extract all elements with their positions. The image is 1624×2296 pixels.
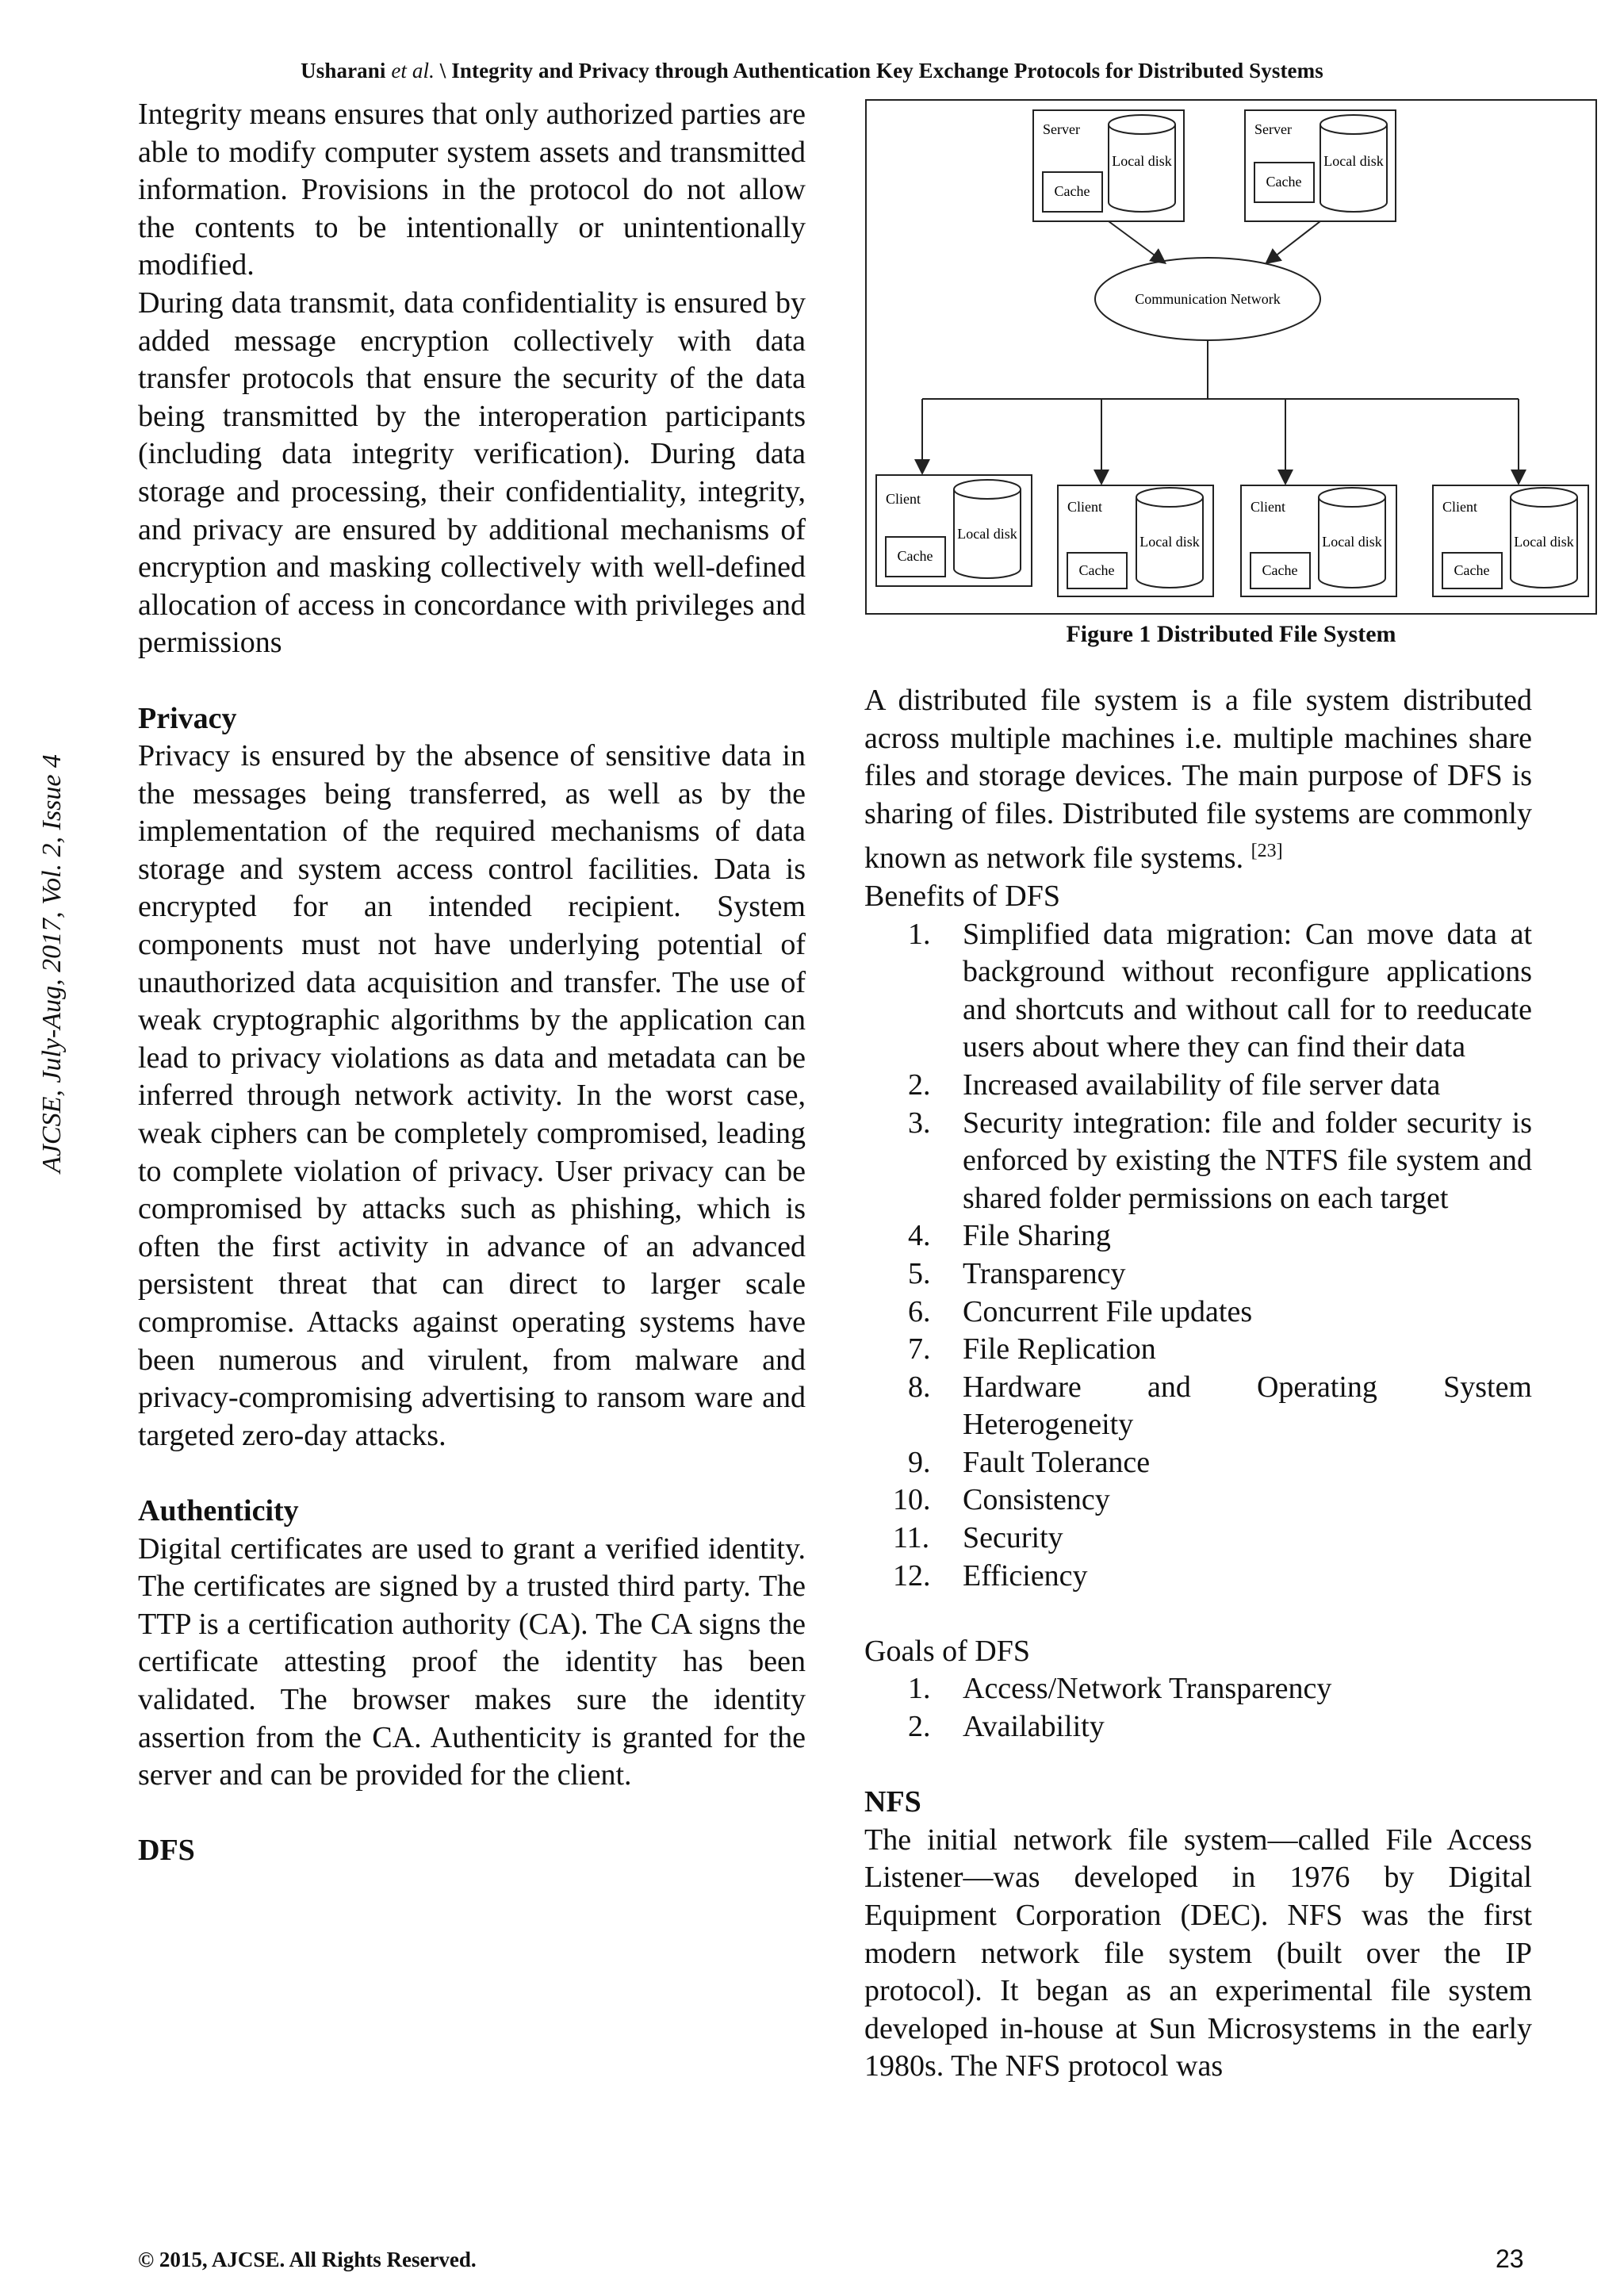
goals-list [864, 1670, 1532, 1746]
server-label: Server [1254, 121, 1292, 137]
local-disk-label: Local disk [1514, 534, 1574, 550]
list-item: 1. Simplified data migration: Can move data at background without reconfigure applications and shortcuts and without call for to reeducate users about where they can find their data [908, 917, 1532, 1064]
client-label: Client [886, 491, 921, 507]
heading-authenticity: Authenticity [138, 1493, 299, 1527]
goals-title: Goals of DFS [864, 1634, 1031, 1668]
local-disk-label: Local disk [1322, 534, 1382, 550]
client-label: Client [1442, 499, 1477, 515]
left-column [138, 96, 806, 1870]
local-disk-label: Local disk [1112, 153, 1172, 169]
list-item: 9. Fault Tolerance [908, 1445, 1151, 1479]
client-node-4 [1433, 485, 1588, 596]
running-header [0, 59, 1624, 83]
client-label: Client [1251, 499, 1285, 515]
dfs-definition-text: A distributed file system is a file system distributed across multiple machines i.e. multiple machines share files and storage devices. The main purpose of DFS is sharing of files. Distributed file systems are commonly known as network file systems. [864, 684, 1532, 876]
list-item: 5. Transparency [908, 1256, 1126, 1290]
paragraph-dfs-definition [864, 682, 1532, 878]
server-node-1 [1033, 110, 1184, 221]
list-item: 6. Concurrent File updates [908, 1294, 1253, 1328]
client-label: Client [1067, 499, 1102, 515]
journal-side-label: AJCSE, July-Aug, 2017, Vol. 2, Issue 4 [37, 754, 67, 1173]
communication-network-node [1095, 258, 1320, 340]
local-disk-label: Local disk [957, 526, 1017, 542]
paragraph-privacy: Privacy is ensured by the absence of sensitive data in the messages being transferred, as well as by the implementation of the required mechanisms of data storage and system access control facilities. Data is encrypted for an intended recipient. System components must not have underlying potential of unauthorized data acquisition and transfer. The use of weak cryptographic algorithms by the application can lead to privacy violations as data and metadata can be inferred through network activity. In the worst case, weak ciphers can be completely compromised, leading to complete violation of privacy. User privacy can be compromised by attacks such as phishing, which is often the first activity in advance of an advanced persistent threat that can direct to larger scale compromise. Attacks against operating systems have been numerous and virulent, from malware and privacy-compromising advertising to ransom ware and targeted zero-day attacks. [138, 739, 806, 1452]
list-item: 11. Security [893, 1521, 1063, 1555]
list-item: 2. Availability [908, 1710, 1105, 1744]
header-title: \ Integrity and Privacy through Authentication Key Exchange Protocols for Distributed Systems [439, 59, 1323, 82]
list-item: 12. Efficiency [893, 1558, 1088, 1593]
local-disk-label: Local disk [1323, 153, 1384, 169]
paragraph-nfs: The initial network file system—called File Access Listener—was developed in 1976 by Digital Equipment Corporation (DEC). NFS was the first modern network file system (built over the IP protocol). It began as an experimental file system developed in-house at Sun Microsystems in the early 1980s. The NFS protocol was [864, 1823, 1532, 2083]
benefits-list [864, 916, 1532, 1596]
list-item: 1. Access/Network Transparency [908, 1672, 1332, 1706]
paragraph-data-transmit: During data transmit, data confidentiality is ensured by added message encryption collectively with data transfer protocols that ensure the security of the data being transmitted by the interoperation participants (including data integrity verification). During data storage and processing, their confidentiality, integrity, and privacy are ensured by additional mechanisms of encryption and masking collectively with well-defined allocation of access in concordance with privileges and permissions [138, 286, 806, 660]
citation-ref: [23] [1251, 841, 1283, 862]
heading-dfs: DFS [138, 1834, 195, 1868]
server-node-2 [1245, 110, 1396, 221]
paragraph-integrity: Integrity means ensures that only authorized parties are able to modify computer system assets and transmitted information. Provisions in the protocol do not allow the contents to be intentionally or unintentionally modified. [138, 98, 806, 282]
local-disk-label: Local disk [1139, 534, 1200, 550]
right-column [864, 682, 1532, 2086]
footer-copyright: © 2015, AJCSE. All Rights Reserved. [138, 2248, 477, 2271]
figure-distributed-file-system [865, 99, 1597, 615]
cache-label: Cache [1054, 183, 1090, 199]
list-item: 4. File Sharing [908, 1219, 1111, 1253]
list-item: 3. Security integration: file and folder security is enforced by existing the NTFS file system and shared folder permissions on each target [908, 1106, 1532, 1215]
server-label: Server [1043, 121, 1080, 137]
network-label: Communication Network [1135, 291, 1281, 307]
list-item: 7. File Replication [908, 1332, 1156, 1366]
list-item: 10. Consistency [893, 1483, 1110, 1517]
figure-caption: Figure 1 Distributed File System [1066, 621, 1396, 647]
header-etal: et al. [391, 59, 435, 82]
heading-nfs: NFS [864, 1785, 921, 1819]
cache-label: Cache [1078, 562, 1115, 578]
client-node-1 [876, 475, 1032, 586]
list-item: 8. Hardware and Operating System Heterogeneity [908, 1370, 1532, 1442]
list-item: 2. Increased availability of file server data [908, 1068, 1441, 1102]
benefits-title: Benefits of DFS [864, 879, 1060, 913]
cache-label: Cache [1454, 562, 1490, 578]
dfs-diagram [867, 101, 1599, 616]
header-author: Usharani [301, 59, 386, 82]
heading-privacy: Privacy [138, 701, 237, 735]
client-node-3 [1241, 485, 1396, 596]
cache-label: Cache [1266, 174, 1302, 190]
cache-label: Cache [897, 548, 933, 564]
cache-label: Cache [1262, 562, 1298, 578]
paragraph-authenticity: Digital certificates are used to grant a verified identity. The certificates are signed by a trusted third party. The TTP is a certification authority (CA). The CA signs the certificate attesting proof the identity has been validated. The browser makes sure the identity assertion from the CA. Authenticity is granted for the server and can be provided for the client. [138, 1531, 806, 1792]
client-node-2 [1058, 485, 1213, 596]
page-number: 23 [1496, 2244, 1524, 2273]
